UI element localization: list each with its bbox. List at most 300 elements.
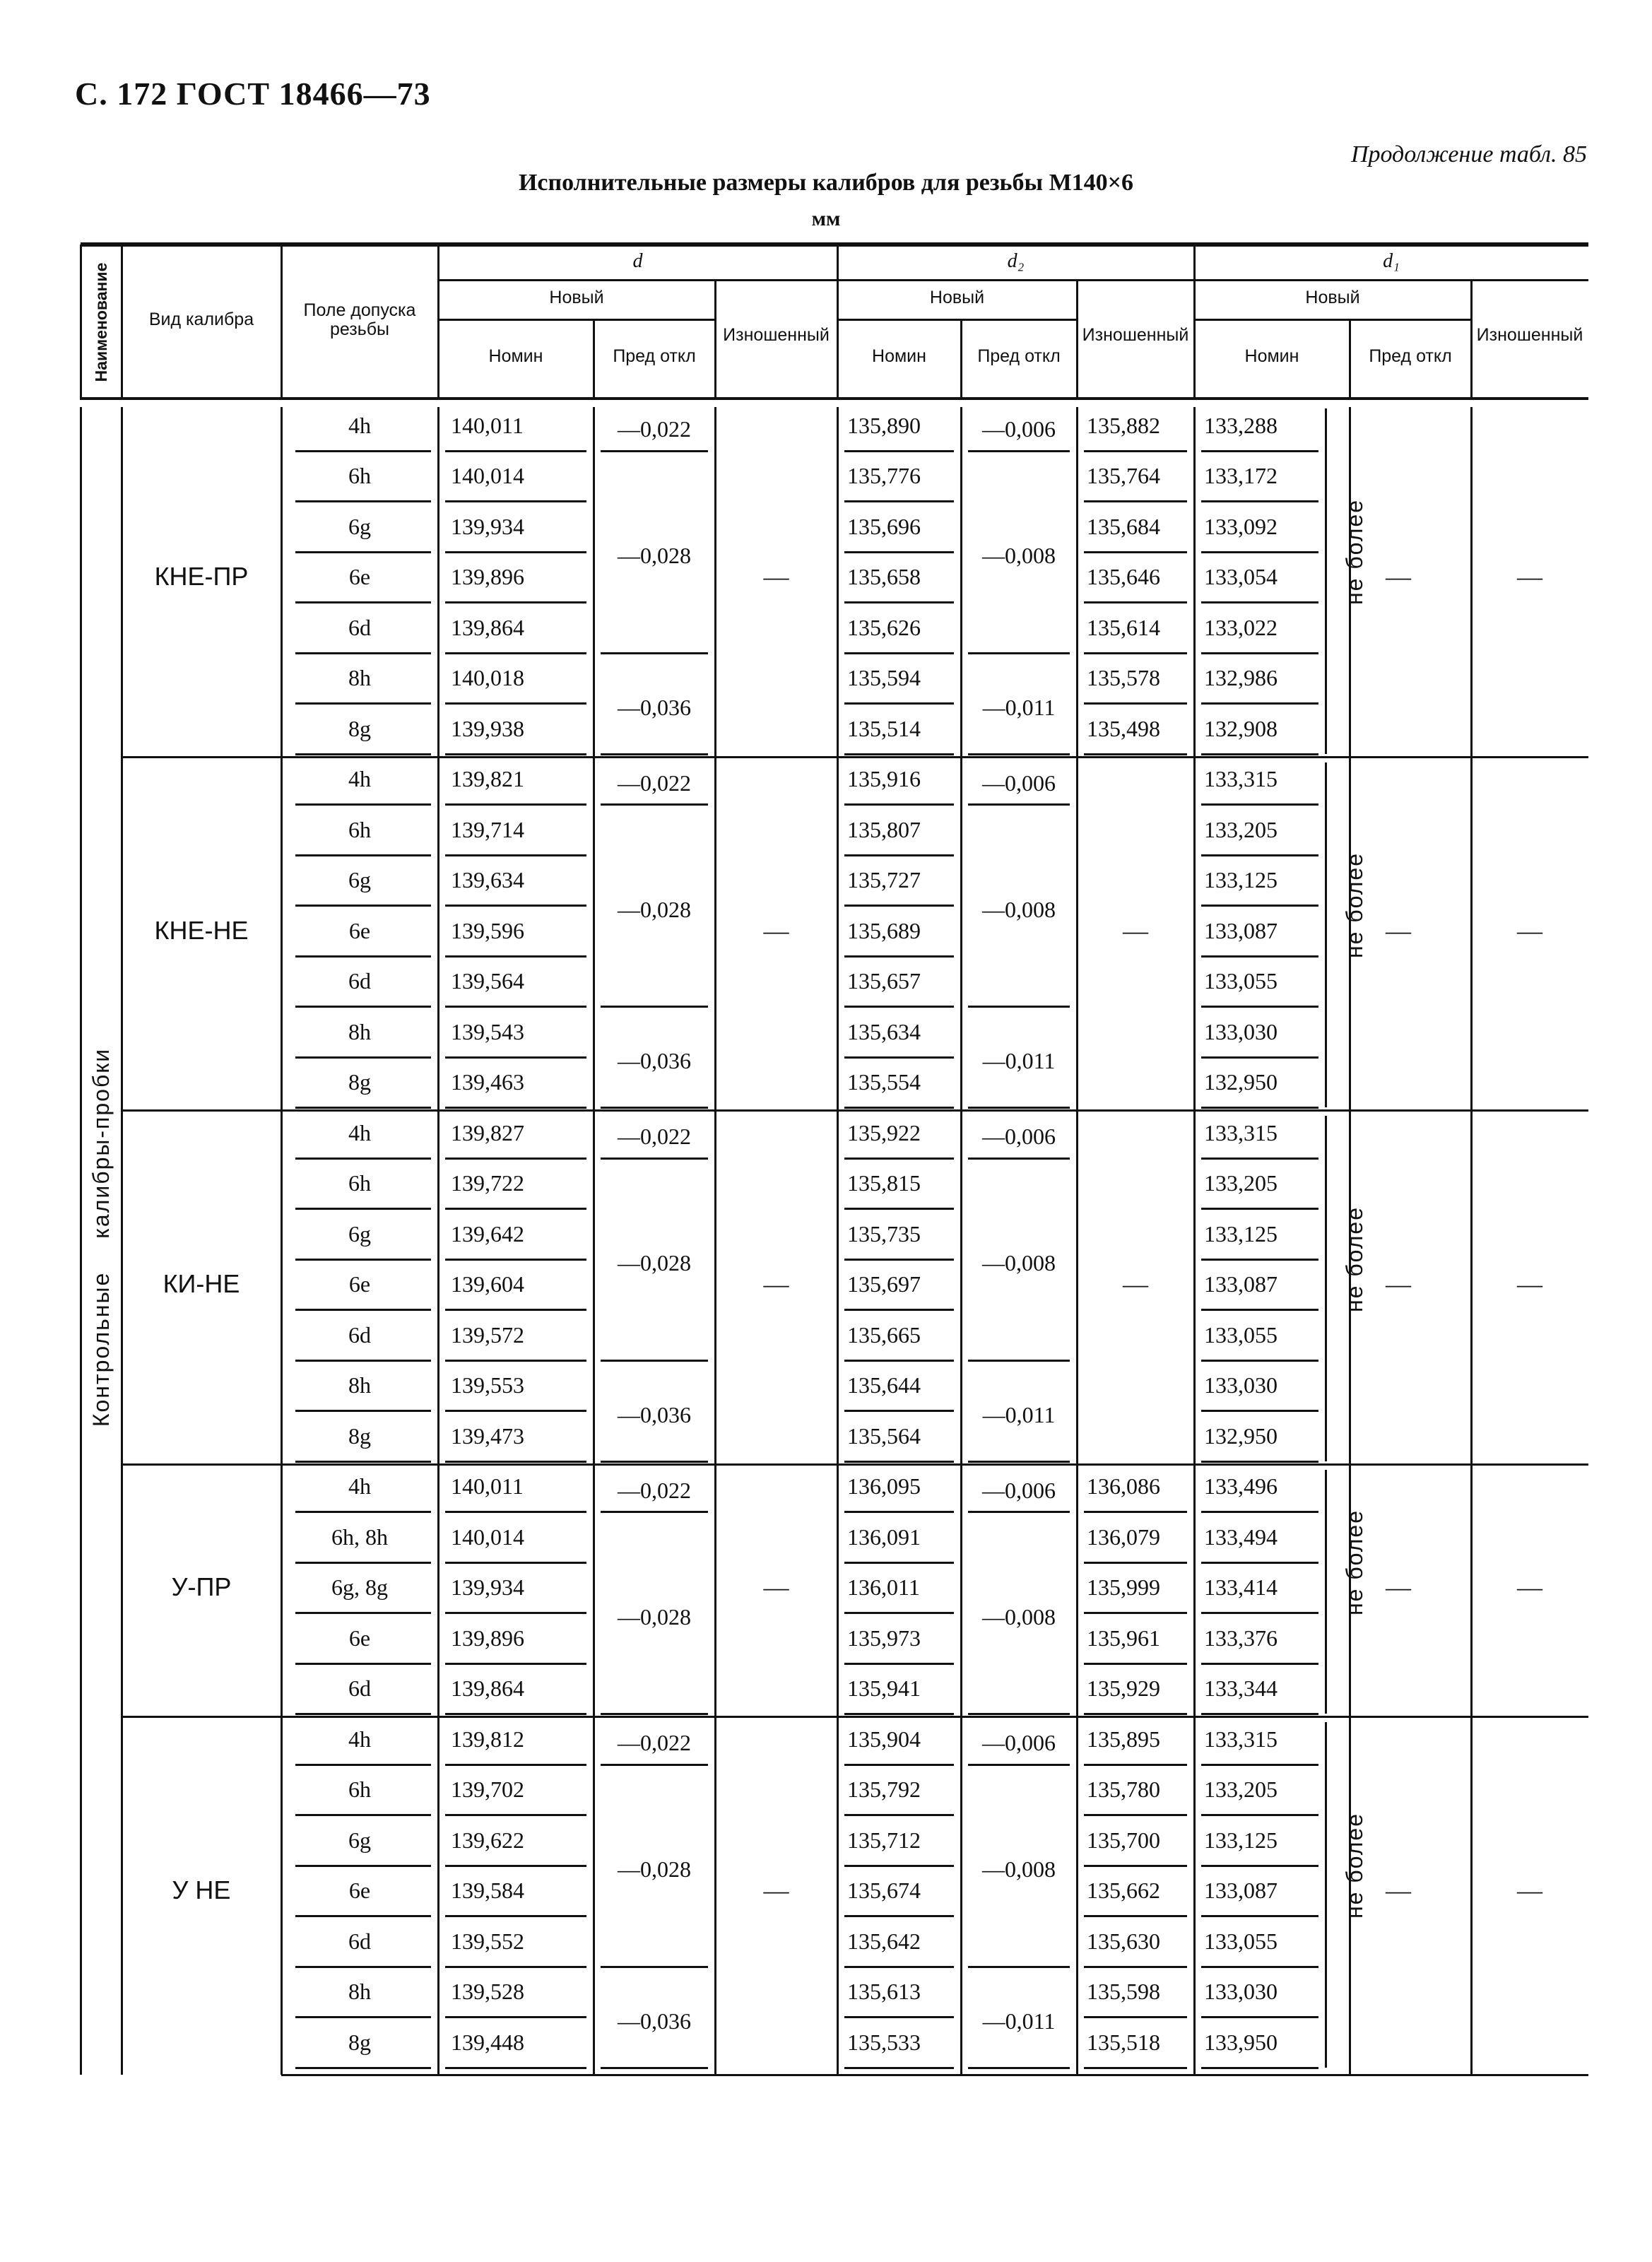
d-nominal: 139,448 [451, 2029, 524, 2055]
d2-worn-rule [1084, 500, 1187, 502]
d1-nominal-rule [1201, 1157, 1318, 1160]
d-deviation-rule [601, 1511, 708, 1513]
d1-nominal: 133,030 [1204, 1018, 1278, 1044]
d1-nominal-rule [1201, 1865, 1318, 1867]
d2-nominal-rule [844, 753, 954, 755]
tolerance-field-rule [295, 1410, 431, 1412]
tolerance-field-rule [295, 1764, 431, 1766]
d2-worn: 135,764 [1087, 463, 1160, 488]
d1-nominal: 133,087 [1204, 1878, 1278, 1903]
d2-deviation-rule [968, 1107, 1070, 1109]
d1-nominal-rule [1201, 1208, 1318, 1210]
d2-nominal: 135,712 [847, 1827, 921, 1853]
d1-nominal-rule [1201, 500, 1318, 502]
d2-worn: 135,518 [1087, 2029, 1160, 2055]
d-iznoshen-header: Изношенный [723, 325, 830, 346]
d2-nominal: 135,973 [847, 1625, 921, 1651]
d-nominal: 139,864 [451, 1675, 524, 1701]
d-nominal-rule [445, 1915, 586, 1917]
d1-deviation-dash: — [1386, 1876, 1411, 1905]
d1-nominal: 133,087 [1204, 1271, 1278, 1297]
d2-nominal: 135,642 [847, 1928, 921, 1954]
d-nominal: 139,604 [451, 1271, 524, 1297]
d1-nominal-rule [1201, 601, 1318, 603]
d2-worn-rule [1084, 450, 1187, 452]
tolerance-field-rule [295, 551, 431, 553]
tolerance-field: 6g [348, 1220, 371, 1247]
tolerance-field: 4h [348, 412, 371, 438]
d1-nominal: 133,950 [1204, 2029, 1278, 2055]
d-novyi-header: Новый [549, 288, 604, 308]
d2-nominal: 135,644 [847, 1372, 921, 1398]
tolerance-field-rule [295, 2067, 431, 2069]
d2-nominal: 135,776 [847, 463, 921, 488]
ne-bolee-note: не более [1342, 1206, 1367, 1312]
d-nominal-rule [445, 2067, 586, 2069]
header-column-rule [714, 280, 716, 400]
d1-nominal-rule [1201, 1713, 1318, 1715]
d-nominal-rule [445, 450, 586, 452]
d1-nominal: 133,054 [1204, 564, 1278, 589]
d2-worn: 135,662 [1087, 1878, 1160, 1903]
tolerance-field-rule [295, 955, 431, 958]
tolerance-field-rule [295, 1056, 431, 1059]
d2-nominal: 135,665 [847, 1321, 921, 1348]
d2-nominal-rule [844, 803, 954, 806]
d-nominal-rule [445, 2016, 586, 2018]
d-nominal: 140,014 [451, 463, 524, 488]
d2-nominal-rule [844, 1713, 954, 1715]
d2-deviation: —0,006 [982, 1730, 1056, 1756]
d1-nominal: 133,030 [1204, 1372, 1278, 1398]
tolerance-field-rule [295, 702, 431, 705]
d-deviation: —0,028 [618, 543, 691, 568]
d2-nomin-header: Номин [872, 346, 926, 367]
tolerance-field: 6e [348, 564, 371, 589]
d1-nominal-rule [1201, 652, 1318, 654]
header-column-rule [281, 245, 283, 400]
tolerance-field-rule [295, 1966, 431, 1968]
d2-nominal: 135,697 [847, 1271, 921, 1297]
tolerance-field: 6e [348, 1878, 371, 1903]
header-rule-novyi-d1 [1194, 319, 1471, 321]
ne-bolee-note: не более [1342, 1812, 1367, 1919]
d2-worn-rule [1084, 1764, 1187, 1766]
d1-nominal: 133,087 [1204, 917, 1278, 943]
d2-nominal-rule [844, 652, 954, 654]
d2-nominal: 136,011 [847, 1574, 920, 1600]
d1-nominal-rule [1201, 1814, 1318, 1816]
header-column-rule [437, 245, 439, 400]
d-deviation-rule [601, 2067, 708, 2069]
table-title: Исполнительные размеры калибров для резьбы М140×6 [518, 170, 1134, 196]
d-nominal: 139,821 [451, 766, 524, 791]
d1-nominal: 133,172 [1204, 463, 1278, 488]
d-deviation-rule [601, 1360, 708, 1362]
header-column-rule [1193, 245, 1196, 400]
d1-deviation-dash: — [1386, 1270, 1411, 1299]
d-nominal-rule [445, 1410, 586, 1412]
tolerance-field-rule [295, 1612, 431, 1614]
d1-nominal: 133,315 [1204, 1726, 1278, 1752]
d-nominal-rule [445, 1309, 586, 1311]
gauge-type-3: КИ-НЕ [163, 1269, 240, 1299]
d1-nominal: 133,496 [1204, 1473, 1278, 1499]
d2-deviation: —0,006 [982, 770, 1056, 796]
d2-nominal-rule [844, 1006, 954, 1008]
d2-deviation: —0,008 [982, 1603, 1056, 1630]
tolerance-field: 6e [348, 1625, 371, 1651]
d2-nominal-rule [844, 854, 954, 856]
tolerance-field: 6h [348, 463, 371, 488]
d-deviation: —0,028 [618, 1250, 691, 1276]
d2-nominal: 135,689 [847, 917, 921, 943]
d1-nominal-rule [1201, 2016, 1318, 2018]
d2-nominal: 135,916 [847, 766, 921, 791]
d1-nominal-rule [1201, 1107, 1318, 1109]
tolerance-field-rule [295, 1915, 431, 1917]
header-column-rule [80, 245, 82, 400]
tolerance-field-rule [295, 1259, 431, 1261]
d-nominal-rule [445, 1259, 586, 1261]
group-separator [122, 1716, 1588, 1718]
d-nominal-rule [445, 1865, 586, 1867]
d1-worn-dash: — [1517, 916, 1542, 945]
d1-nominal-rule [1201, 955, 1318, 958]
d-nominal-rule [445, 1157, 586, 1160]
d1-header: d₁ [1383, 249, 1400, 272]
d-deviation: —0,028 [618, 1603, 691, 1630]
d1-nominal: 133,030 [1204, 1979, 1278, 2004]
d2-nominal-rule [844, 1865, 954, 1867]
d2-worn: 135,646 [1087, 564, 1160, 589]
tolerance-field: 8g [348, 1422, 371, 1449]
tolerance-field: 6g [348, 513, 371, 539]
d-nominal-rule [445, 803, 586, 806]
d2-deviation-rule [968, 753, 1070, 755]
d-nominal: 139,938 [451, 715, 524, 741]
d-nominal: 139,812 [451, 1726, 524, 1752]
tolerance-field-rule [295, 854, 431, 856]
d2-nominal: 135,941 [847, 1675, 921, 1701]
d2-nominal-rule [844, 1814, 954, 1816]
d2-nominal-rule [844, 2067, 954, 2069]
gauge-type-5: У НЕ [172, 1875, 231, 1905]
ne-bolee-note: не более [1342, 498, 1367, 605]
header-column-rule [121, 245, 123, 400]
tolerance-field-rule [295, 803, 431, 806]
d2-worn: 135,961 [1087, 1625, 1160, 1651]
d2-nominal-rule [844, 1157, 954, 1160]
d1-nominal-rule [1201, 1006, 1318, 1008]
tolerance-field-rule [295, 601, 431, 603]
d-nominal: 139,552 [451, 1928, 524, 1954]
d1-nominal-rule [1201, 1309, 1318, 1311]
d-pred-otkl-header: Пред откл [613, 346, 696, 367]
d-deviation: —0,036 [618, 2008, 691, 2034]
d2-deviation: —0,006 [982, 1477, 1056, 1503]
d1-nominal-rule [1201, 1410, 1318, 1412]
d-nominal: 139,864 [451, 614, 524, 640]
d-nominal: 139,714 [451, 816, 524, 842]
d2-worn: 135,882 [1087, 412, 1160, 438]
d2-deviation-rule [968, 450, 1070, 452]
d2-deviation-rule [968, 1461, 1070, 1463]
d2-worn-rule [1084, 702, 1187, 705]
d2-nominal-rule [844, 450, 954, 452]
d-nominal-rule [445, 500, 586, 502]
d-nominal: 139,553 [451, 1372, 524, 1398]
d-nominal-rule [445, 1360, 586, 1362]
d2-worn-rule [1084, 652, 1187, 654]
d-header: d [632, 249, 643, 272]
d2-worn-rule [1084, 1915, 1187, 1917]
d2-nominal-rule [844, 1966, 954, 1968]
d2-worn: 135,895 [1087, 1726, 1160, 1752]
tolerance-field-rule [295, 500, 431, 502]
d-nominal-rule [445, 905, 586, 907]
d2-deviation: —0,006 [982, 1124, 1056, 1150]
d2-nominal: 135,514 [847, 715, 921, 741]
d-nominal-rule [445, 702, 586, 705]
d1-nominal-rule [1201, 1056, 1318, 1059]
body-column-rule [281, 407, 283, 2075]
d2-worn: 135,999 [1087, 1574, 1160, 1600]
d-nominal: 139,896 [451, 564, 524, 589]
d2-nominal-rule [844, 1562, 954, 1564]
tolerance-field: 6d [348, 614, 371, 640]
d-nominal: 139,722 [451, 1170, 524, 1196]
naimenovanie-header: Наименование [92, 262, 110, 382]
d1-worn-dash: — [1517, 1876, 1542, 1905]
d1-nominal-rule [1201, 1612, 1318, 1614]
d2-worn-rule [1084, 1865, 1187, 1867]
d-deviation-rule [601, 1764, 708, 1766]
d2-worn: 135,578 [1087, 665, 1160, 690]
tolerance-field-rule [295, 1309, 431, 1311]
d2-deviation-rule [968, 652, 1070, 654]
d2-nominal-rule [844, 702, 954, 705]
tolerance-field: 6e [348, 1271, 371, 1297]
d2-deviation: —0,011 [982, 1048, 1056, 1073]
d2-nominal-rule [844, 2016, 954, 2018]
d2-worn-rule [1084, 1612, 1187, 1614]
d2-nominal: 135,815 [847, 1170, 921, 1196]
header-rule-novyi-d2 [837, 319, 1077, 321]
d-nominal-rule [445, 1764, 586, 1766]
tolerance-field: 6h [348, 1777, 371, 1802]
d2-nominal-rule [844, 1511, 954, 1513]
header-rule-novyi-d [438, 319, 715, 321]
d2-worn: 135,630 [1087, 1928, 1160, 1954]
d2-nominal-rule [844, 1208, 954, 1210]
d-nomin-header: Номин [488, 346, 543, 367]
d-nominal-rule [445, 1208, 586, 1210]
d2-deviation: —0,008 [982, 543, 1056, 568]
d2-worn: 135,700 [1087, 1827, 1160, 1853]
d2-nominal: 135,626 [847, 614, 921, 640]
d-nominal-rule [445, 1612, 586, 1614]
d2-nominal-rule [844, 1107, 954, 1109]
d-deviation: —0,022 [618, 1477, 691, 1503]
gauge-type-1: КНЕ-ПР [154, 562, 249, 591]
d2-worn: 135,929 [1087, 1675, 1160, 1701]
d1-nominal: 133,022 [1204, 614, 1278, 640]
tolerance-field: 4h [348, 766, 371, 791]
d-worn-dash: — [763, 1876, 789, 1905]
gauge-type-2: КНЕ-НЕ [154, 915, 249, 945]
body-column-rule [593, 407, 595, 2075]
d1-nominal-rule [1201, 1966, 1318, 1968]
d2-worn-rule [1084, 601, 1187, 603]
d-nominal: 139,934 [451, 1574, 524, 1600]
d1-nominal: 133,315 [1204, 766, 1278, 791]
d2-worn-rule [1084, 551, 1187, 553]
d-nominal-rule [445, 1966, 586, 1968]
d1-nominal-rule [1201, 2067, 1318, 2069]
tolerance-field-rule [295, 450, 431, 452]
d2-nominal: 135,533 [847, 2029, 921, 2055]
d1-worn-dash: — [1517, 1573, 1542, 1602]
d2-nominal: 135,613 [847, 1979, 921, 2004]
d1-nominal-rule [1201, 1259, 1318, 1261]
body-column-rule [437, 407, 439, 2075]
d-nominal-rule [445, 551, 586, 553]
d-nominal-rule [445, 1107, 586, 1109]
d-deviation: —0,036 [618, 694, 691, 720]
d2-nominal-rule [844, 1915, 954, 1917]
d-deviation: —0,022 [618, 1124, 691, 1150]
d1-nomin-header: Номин [1244, 346, 1299, 367]
vid-kalibra-header: Вид калибра [148, 310, 254, 330]
tolerance-field-rule [295, 1461, 431, 1463]
d2-nominal-rule [844, 1259, 954, 1261]
d2-deviation-rule [968, 803, 1070, 806]
header-column-rule [593, 319, 595, 400]
d1-nominal-rule [1201, 702, 1318, 705]
d2-nominal: 135,735 [847, 1220, 921, 1247]
tolerance-field-rule [295, 905, 431, 907]
body-column-rule [1470, 407, 1473, 2075]
d2-deviation-rule [968, 1157, 1070, 1160]
tolerance-field: 6g [348, 1827, 371, 1853]
d-nominal: 139,634 [451, 867, 524, 893]
d2-worn: 135,780 [1087, 1777, 1160, 1802]
tolerance-field: 6h, 8h [331, 1524, 388, 1550]
tolerance-field: 6d [348, 1928, 371, 1954]
d-nominal: 139,934 [451, 513, 524, 539]
tolerance-field: 8g [348, 2029, 371, 2055]
d-nominal: 139,584 [451, 1878, 524, 1903]
d2-worn-rule [1084, 1966, 1187, 1968]
d-nominal-rule [445, 1814, 586, 1816]
body-column-rule [1076, 407, 1078, 2075]
d1-nominal-rule [1201, 1511, 1318, 1513]
d2-deviation: —0,011 [982, 2008, 1056, 2034]
table-units: мм [811, 207, 841, 230]
d1-iznoshen-header: Изношенный [1476, 325, 1583, 346]
body-column-rule [80, 407, 82, 2075]
d1-nominal-rule [1201, 1360, 1318, 1362]
tolerance-field: 6h [348, 1170, 371, 1196]
d-deviation-rule [601, 1157, 708, 1160]
d2-nominal: 135,807 [847, 816, 921, 842]
ne-bolee-note: не более [1342, 852, 1367, 959]
d2-nominal-rule [844, 500, 954, 502]
d1-pred-otkl-header: Пред откл [1369, 346, 1452, 367]
d-nominal-rule [445, 1511, 586, 1513]
d2-worn-rule [1084, 1663, 1187, 1665]
group-separator [122, 756, 1588, 758]
d-nominal-rule [445, 753, 586, 755]
d2-nominal-rule [844, 1764, 954, 1766]
d-nominal-rule [445, 1713, 586, 1715]
tolerance-field-rule [295, 1865, 431, 1867]
tolerance-field: 4h [348, 1473, 371, 1499]
d1-deviation-dash: — [1386, 1573, 1411, 1602]
d-nominal: 139,622 [451, 1827, 524, 1853]
tolerance-field: 6g [348, 867, 371, 893]
d2-worn-rule [1084, 1814, 1187, 1816]
tolerance-field: 8g [348, 715, 371, 741]
ne-bolee-rule [1325, 762, 1327, 1108]
d-deviation-rule [601, 450, 708, 452]
d2-nominal: 135,594 [847, 665, 921, 690]
tolerance-field: 8h [348, 1979, 371, 2004]
tolerance-field-rule [295, 1562, 431, 1564]
d1-nominal: 133,205 [1204, 1170, 1278, 1196]
d1-nominal: 133,288 [1204, 412, 1278, 438]
d-nominal-rule [445, 1562, 586, 1564]
d-deviation-rule [601, 1713, 708, 1715]
d1-nominal-rule [1201, 803, 1318, 806]
d1-nominal-rule [1201, 1663, 1318, 1665]
d-deviation: —0,028 [618, 896, 691, 922]
table-bottom-rule [281, 2074, 1588, 2076]
d2-deviation: —0,011 [982, 1401, 1056, 1427]
d1-nominal: 133,205 [1204, 816, 1278, 842]
tolerance-field: 6h [348, 816, 371, 842]
d2-worn: 135,598 [1087, 1979, 1160, 2004]
d2-deviation-rule [968, 1511, 1070, 1513]
d2-worn: 136,086 [1087, 1473, 1160, 1499]
tolerance-field: 4h [348, 1726, 371, 1752]
d-nominal: 139,463 [451, 1069, 524, 1095]
body-column-rule [960, 407, 962, 2075]
d2-worn-rule [1084, 2016, 1187, 2018]
d2-nominal: 135,554 [847, 1069, 921, 1095]
d2-worn-rule [1084, 1562, 1187, 1564]
d1-nominal: 132,986 [1204, 665, 1278, 690]
d1-nominal: 133,092 [1204, 513, 1278, 539]
naimenovanie-value: Контрольные калибры-пробки [88, 1047, 114, 1427]
d1-nominal-rule [1201, 905, 1318, 907]
d-nominal-rule [445, 601, 586, 603]
d2-header: d₂ [1007, 249, 1025, 272]
tolerance-field: 8h [348, 1018, 371, 1044]
d2-nominal-rule [844, 1461, 954, 1463]
d2-deviation-rule [968, 1713, 1070, 1715]
d2-worn: 135,498 [1087, 715, 1160, 741]
header-rule-d-level [438, 279, 1588, 281]
d-nominal: 139,642 [451, 1220, 524, 1247]
d2-worn: 135,684 [1087, 513, 1160, 539]
d-nominal: 139,702 [451, 1777, 524, 1802]
d1-nominal: 133,344 [1204, 1675, 1278, 1701]
table-top-rule [81, 242, 1588, 247]
d2-worn-dash: — [1123, 1270, 1148, 1299]
d2-deviation-rule [968, 2067, 1070, 2069]
